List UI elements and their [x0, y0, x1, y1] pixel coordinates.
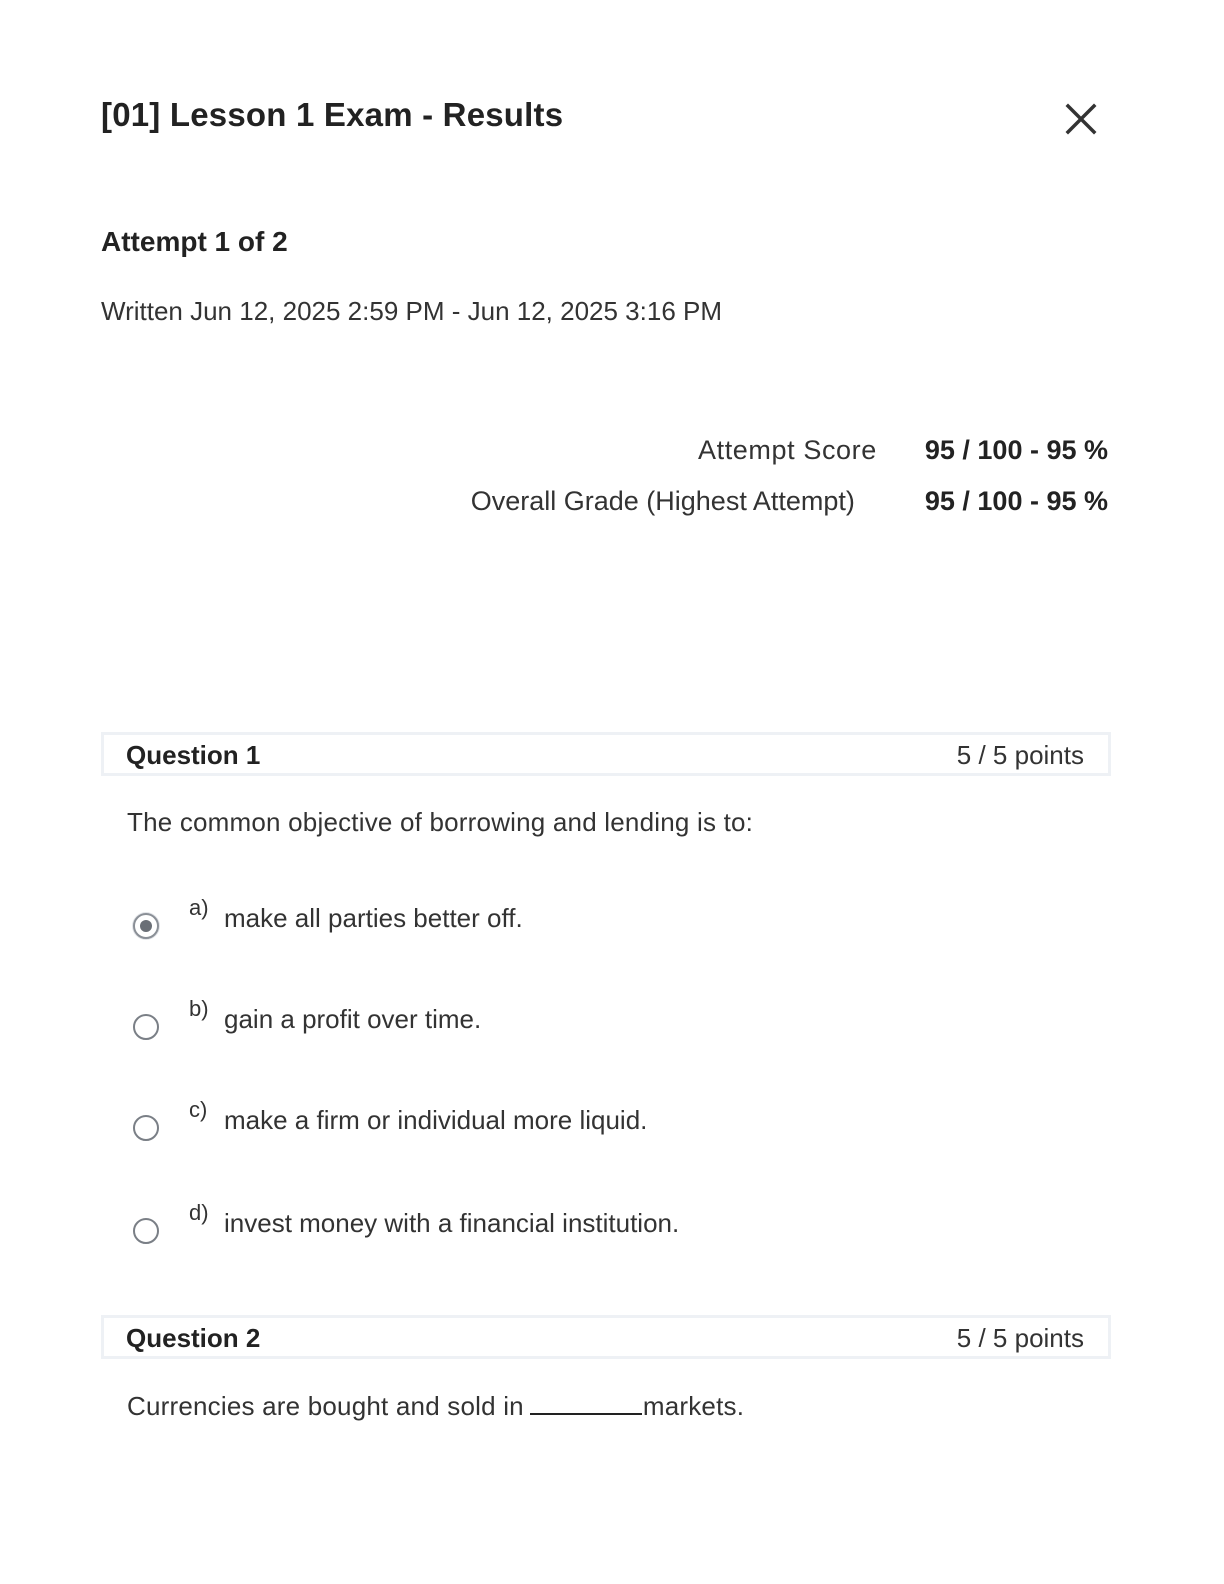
question-1-points: 5 / 5 points [956, 740, 1084, 770]
question-2-text-after: markets. [642, 1391, 745, 1421]
option-text: make a firm or individual more liquid. [224, 1105, 648, 1135]
overall-grade-label: Overall Grade (Highest Attempt) [470, 486, 855, 516]
page-title: [01] Lesson 1 Exam - Results [101, 96, 564, 133]
question-1-text: The common objective of borrowing and lending is to: [127, 807, 754, 837]
question-1-header [101, 732, 1111, 776]
question-2-text-before: Currencies are bought and sold in [127, 1391, 524, 1421]
question-2-title: Question 2 [126, 1323, 261, 1353]
option-letter: c) [189, 1097, 208, 1122]
radio-unselected-icon[interactable] [133, 1218, 159, 1244]
fill-in-blank [530, 1412, 642, 1415]
radio-selected-icon[interactable] [133, 913, 159, 939]
attempt-score-value: 95 / 100 - 95 % [924, 435, 1108, 465]
close-icon[interactable] [1060, 98, 1102, 140]
option-text: gain a profit over time. [224, 1004, 482, 1034]
attempt-score-label: Attempt Score [698, 435, 877, 465]
question-2-points: 5 / 5 points [956, 1323, 1084, 1353]
question-1-title: Question 1 [126, 740, 261, 770]
question-1-option-c[interactable] [133, 1097, 833, 1145]
written-timestamp: Written Jun 12, 2025 2:59 PM - Jun 12, 2025 3:16 PM [101, 296, 723, 326]
attempt-score-row [698, 435, 1108, 466]
radio-unselected-icon[interactable] [133, 1115, 159, 1141]
overall-grade-value: 95 / 100 - 95 % [924, 486, 1108, 516]
question-1-option-a[interactable] [133, 895, 833, 943]
overall-grade-row [471, 486, 1108, 517]
option-letter: b) [189, 996, 209, 1021]
option-letter: a) [189, 895, 209, 920]
option-text: invest money with a financial institution. [224, 1208, 680, 1238]
attempt-heading: Attempt 1 of 2 [101, 226, 288, 257]
close-button[interactable] [1060, 98, 1102, 140]
question-1-option-d[interactable] [133, 1200, 833, 1248]
question-1-option-b[interactable] [133, 996, 833, 1044]
question-2-text [127, 1391, 744, 1422]
question-2-header [101, 1315, 1111, 1359]
option-letter: d) [189, 1200, 209, 1225]
option-text: make all parties better off. [224, 903, 523, 933]
radio-unselected-icon[interactable] [133, 1014, 159, 1040]
